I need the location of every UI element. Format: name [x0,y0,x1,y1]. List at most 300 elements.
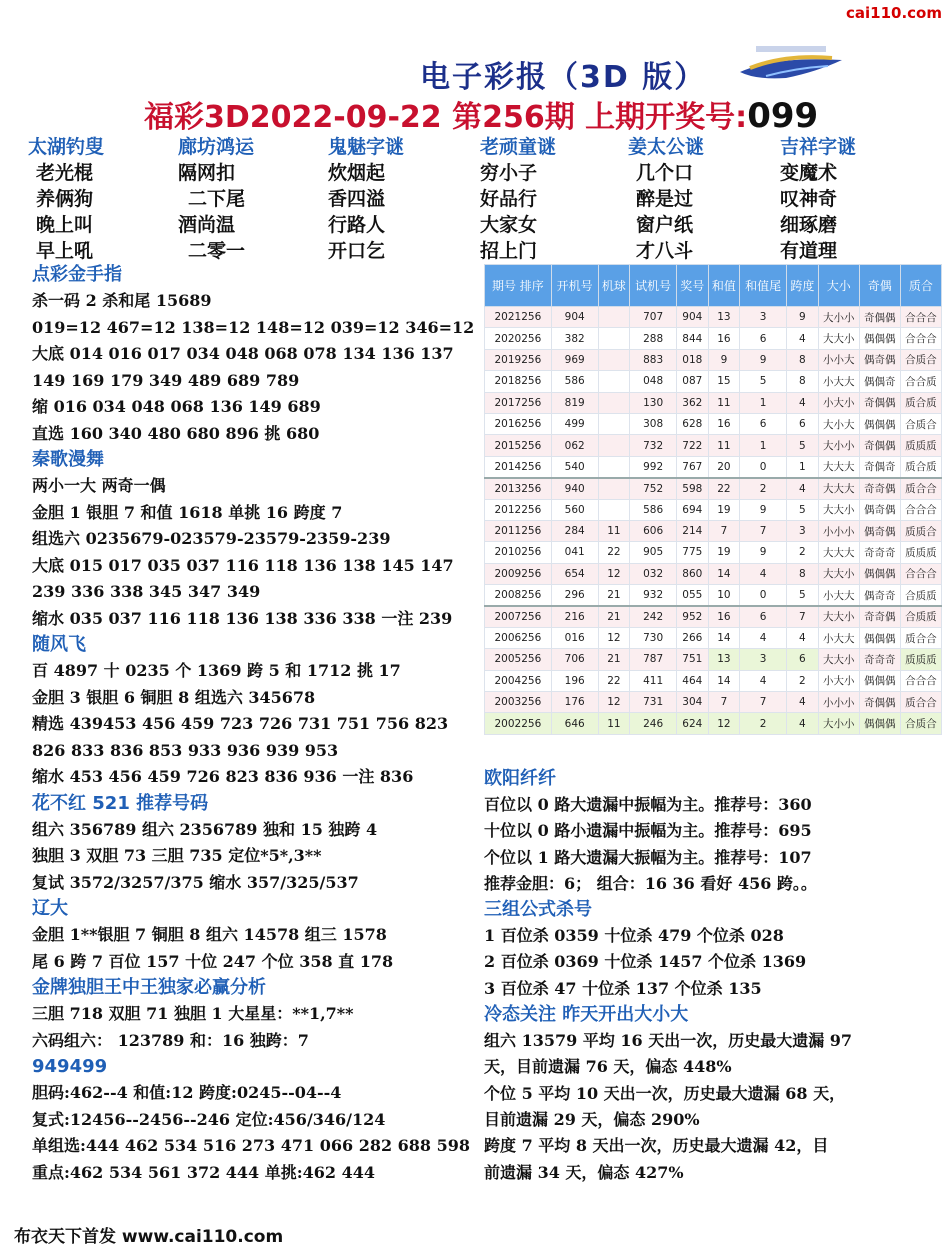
table-cell: 1 [740,392,787,413]
riddle-line: 二零一 [188,240,246,262]
riddle-column [328,132,478,262]
table-cell: 4 [740,563,787,584]
table-row [485,413,942,434]
table-cell: 308 [630,413,677,434]
table-cell: 小大大 [818,585,859,606]
table-cell: 048 [630,371,677,392]
table-cell: 小小小 [818,520,859,541]
table-cell: 20 [708,456,740,477]
footer: 布衣天下首发 www.cai110.com [14,1227,284,1247]
table-row [485,392,942,413]
sort-header[interactable]: 期号 排序 [485,265,552,307]
column-header: 和值 [708,265,740,307]
text-line: 六码组六： 123789 和：16 独跨：7 [32,1030,309,1050]
column-header: 奖号 [677,265,709,307]
riddle-line: 变魔术 [780,162,838,184]
text-line: 两小一大 两奇一偶 [32,476,166,495]
text-line: 组选六 0235679-023579-23579-2359-239 [32,529,391,548]
table-cell: 4 [787,392,819,413]
table-cell: 大小大 [818,413,859,434]
riddle-line: 隔网扣 [178,162,236,184]
table-row [485,585,942,606]
text-line: 缩 016 034 048 068 136 149 689 [32,397,321,416]
table-cell: 787 [630,649,677,670]
section-title: 点彩金手指 [32,264,122,285]
table-cell: 21 [598,585,630,606]
table-cell [598,307,630,328]
table-cell: 大大大 [818,456,859,477]
table-cell: 2016256 [485,413,552,434]
table-cell: 2 [787,542,819,563]
table-cell: 6 [740,413,787,434]
table-cell: 19 [708,499,740,520]
table-cell: 偶奇偶 [859,499,900,520]
table-cell: 奇奇奇 [859,649,900,670]
table-row [485,606,942,627]
section-title: 三组公式杀号 [484,899,592,921]
table-cell: 952 [677,606,709,627]
table-cell: 2013256 [485,478,552,499]
table-cell: 598 [677,478,709,499]
text-line: 单组选:444 462 534 516 273 471 066 282 688 598 [32,1136,471,1155]
table-cell: 奇奇偶 [859,478,900,499]
table-cell: 2021256 [485,307,552,328]
text-line: 前遗漏 34 天，偏态 427% [484,1162,684,1182]
table-cell: 奇偶奇 [859,456,900,477]
table-cell: 464 [677,670,709,691]
riddle-line: 香四溢 [328,188,386,210]
table-cell: 706 [551,649,598,670]
table-row [485,670,942,691]
text-line: 天，目前遗漏 76 天，偏态 448% [484,1057,732,1077]
table-cell [598,435,630,456]
table-cell: 合合合 [900,499,941,520]
table-cell [598,371,630,392]
table-cell: 844 [677,328,709,349]
table-cell: 小小小 [818,692,859,713]
table-row [485,692,942,713]
riddle-line: 才八斗 [636,240,694,262]
table-cell: 质质质 [900,649,941,670]
table-cell: 9 [740,349,787,370]
text-line: 019=12 467=12 138=12 148=12 039=12 346=12 [32,317,475,337]
table-cell: 合合合 [900,307,941,328]
riddle-author: 廊坊鸿运 [178,136,255,158]
riddle-column [178,132,328,262]
table-cell: 12 [598,692,630,713]
section-title: 花不红 521 推荐号码 [32,792,209,814]
table-row [485,371,942,392]
logo-boat-icon [736,42,846,86]
text-line: 组六 356789 组六 2356789 独和 15 独跨 4 [32,819,378,839]
text-line: 重点:462 534 561 372 444 单挑:462 444 [32,1162,376,1182]
table-cell: 540 [551,456,598,477]
text-line: 胆码:462--4 和值:12 跨度:0245--04--4 [32,1083,342,1102]
table-cell: 偶偶偶 [859,413,900,434]
table-cell: 731 [630,692,677,713]
text-line: 金胆 1 银胆 7 和值 1618 单挑 16 跨度 7 [32,502,343,522]
table-cell: 合质质 [900,585,941,606]
table-cell: 196 [551,670,598,691]
riddle-column [480,132,630,262]
table-cell: 032 [630,563,677,584]
table-cell: 860 [677,563,709,584]
table-cell: 7 [708,692,740,713]
riddle-line: 窗户纸 [636,214,694,236]
table-cell: 偶奇偶 [859,349,900,370]
text-line: 推荐金胆：6； 组合：16 36 看好 456 跨。。 [484,873,817,893]
table-cell: 8 [787,371,819,392]
table-cell: 3 [787,520,819,541]
table-row [485,542,942,563]
riddle-author: 吉祥字谜 [780,136,857,158]
table-cell: 606 [630,520,677,541]
table-cell: 2 [740,713,787,734]
table-cell: 大小小 [818,435,859,456]
text-line: 金胆 3 银胆 6 铜胆 8 组选六 345678 [32,687,316,707]
table-cell: 13 [708,307,740,328]
riddle-line: 酒尚温 [178,214,236,236]
table-cell: 266 [677,627,709,648]
text-line: 826 833 836 853 933 936 939 953 [32,740,339,760]
table-cell: 694 [677,499,709,520]
table-cell: 奇偶偶 [859,692,900,713]
table-cell: 质合合 [900,478,941,499]
riddle-line: 晚上叫 [36,214,94,236]
table-cell: 216 [551,606,598,627]
table-cell: 751 [677,649,709,670]
text-line: 尾 6 跨 7 百位 157 十位 247 个位 358 直 178 [32,951,394,971]
table-cell: 2 [787,670,819,691]
table-cell: 13 [708,649,740,670]
table-cell: 质合合 [900,627,941,648]
history-table-wrap [484,264,942,735]
table-cell: 小大大 [818,371,859,392]
table-cell: 偶偶偶 [859,713,900,734]
text-line: 缩水 453 456 459 726 823 836 936 一注 836 [32,767,414,786]
table-cell: 2017256 [485,392,552,413]
table-cell: 0 [740,585,787,606]
table-cell: 284 [551,520,598,541]
table-cell: 296 [551,585,598,606]
text-line: 1 百位杀 0359 十位杀 479 个位杀 028 [484,926,784,946]
table-cell: 288 [630,328,677,349]
text-line: 149 169 179 349 489 689 789 [32,370,300,390]
table-cell: 214 [677,520,709,541]
table-cell: 偶偶奇 [859,371,900,392]
table-cell: 8 [787,563,819,584]
right-column [484,766,944,1186]
table-cell: 16 [708,413,740,434]
table-cell: 411 [630,670,677,691]
table-cell: 646 [551,713,598,734]
column-header: 试机号 [630,265,677,307]
text-line: 个位以 1 路大遗漏大振幅为主。推荐号：107 [484,847,812,867]
table-cell: 707 [630,307,677,328]
table-cell: 质质质 [900,542,941,563]
table-cell: 16 [708,328,740,349]
table-cell: 1 [740,435,787,456]
table-cell: 176 [551,692,598,713]
table-cell: 732 [630,435,677,456]
table-cell: 合质合 [900,349,941,370]
section-title: 秦歌漫舞 [32,449,104,470]
table-cell: 752 [630,478,677,499]
text-line: 精选 439453 456 459 723 726 731 751 756 823 [32,714,449,733]
table-cell: 12 [598,627,630,648]
table-cell: 9 [740,499,787,520]
table-cell: 7 [708,520,740,541]
table-cell: 2003256 [485,692,552,713]
table-cell: 730 [630,627,677,648]
table-cell [598,413,630,434]
table-cell: 14 [708,563,740,584]
table-cell: 14 [708,627,740,648]
table-row [485,520,942,541]
text-line: 239 336 338 345 347 349 [32,582,261,601]
table-row [485,627,942,648]
table-cell: 大大小 [818,563,859,584]
table-cell: 2014256 [485,456,552,477]
table-cell: 22 [598,542,630,563]
table-cell: 小大小 [818,392,859,413]
section-title: 金牌独胆王中王独家必赢分析 [32,977,266,998]
table-cell: 2009256 [485,563,552,584]
table-cell: 7 [787,606,819,627]
table-cell: 11 [598,520,630,541]
table-cell: 质合质 [900,392,941,413]
text-line: 复试 3572/3257/375 缩水 357/325/537 [32,872,359,892]
table-body [485,307,942,735]
text-line: 缩水 035 037 116 118 136 138 336 338 一注 239 [32,608,453,628]
table-cell: 9 [708,349,740,370]
table-cell: 合合合 [900,328,941,349]
table-cell: 小大小 [818,670,859,691]
table-cell [598,328,630,349]
table-cell: 016 [551,627,598,648]
text-line: 大底 015 017 035 037 116 118 136 138 145 147 [32,555,454,575]
table-cell: 2010256 [485,542,552,563]
text-line: 3 百位杀 47 十位杀 137 个位杀 135 [484,978,762,998]
table-cell: 2011256 [485,520,552,541]
table-cell: 质合合 [900,692,941,713]
riddle-line: 老光棍 [36,162,94,184]
text-line: 大底 014 016 017 034 048 068 078 134 136 137 [32,344,454,363]
text-line: 杀一码 2 杀和尾 15689 [32,291,212,310]
table-cell: 055 [677,585,709,606]
table-cell: 560 [551,499,598,520]
left-column [32,262,477,1186]
table-cell: 11 [708,392,740,413]
table-cell [598,456,630,477]
headline-text: 福彩3D2022-09-22 第256期 上期开奖号: [144,100,748,135]
column-header: 跨度 [787,265,819,307]
table-cell: 大大大 [818,478,859,499]
column-header: 开机号 [551,265,598,307]
table-cell: 932 [630,585,677,606]
text-line: 2 百位杀 0369 十位杀 1457 个位杀 1369 [484,952,807,972]
riddle-line: 招上门 [480,240,538,262]
table-cell: 合合合 [900,670,941,691]
table-cell: 586 [551,371,598,392]
riddle-author: 鬼魅字谜 [328,136,405,158]
table-cell: 大大小 [818,328,859,349]
text-line: 复式:12456--2456--246 定位:456/346/124 [32,1109,386,1129]
riddle-line: 细琢磨 [780,214,838,236]
site-link[interactable]: cai110.com [846,4,942,22]
table-cell: 奇偶偶 [859,392,900,413]
riddle-line: 几个口 [636,162,694,184]
table-cell: 905 [630,542,677,563]
table-cell: 992 [630,456,677,477]
riddle-line: 炊烟起 [328,162,386,184]
column-header: 机球 [598,265,630,307]
table-cell: 819 [551,392,598,413]
table-cell: 质合质 [900,456,941,477]
table-row [485,649,942,670]
table-cell: 3 [740,649,787,670]
table-cell [598,392,630,413]
table-cell: 775 [677,542,709,563]
table-cell [598,478,630,499]
table-cell: 2008256 [485,585,552,606]
table-cell: 969 [551,349,598,370]
riddle-line: 开口乞 [328,240,386,262]
column-header: 奇偶 [859,265,900,307]
table-cell: 偶偶偶 [859,670,900,691]
table-cell: 8 [787,349,819,370]
section-title: 欧阳纤纤 [484,768,556,789]
table-row [485,563,942,584]
table-header-row [485,265,942,307]
text-line: 目前遗漏 29 天，偏态 290% [484,1109,700,1129]
table-cell: 大大小 [818,606,859,627]
table-cell: 7 [740,692,787,713]
table-cell: 2020256 [485,328,552,349]
table-cell: 940 [551,478,598,499]
table-cell [598,349,630,370]
table-cell: 质质合 [900,520,941,541]
table-cell: 4 [787,328,819,349]
table-cell: 大小小 [818,307,859,328]
table-cell: 7 [740,520,787,541]
table-cell: 22 [598,670,630,691]
table-cell: 19 [708,542,740,563]
riddle-line: 有道理 [780,240,838,262]
table-cell: 10 [708,585,740,606]
table-cell: 6 [740,328,787,349]
table-cell: 087 [677,371,709,392]
riddle-line: 大家女 [480,214,538,236]
table-cell: 5 [740,371,787,392]
text-line: 十位以 0 路小遗漏中振幅为主。推荐号：695 [484,821,812,841]
table-cell: 0 [740,456,787,477]
riddle-line: 早上吼 [36,240,94,262]
riddle-line: 叹神奇 [780,188,838,210]
table-cell: 大大小 [818,649,859,670]
table-cell: 722 [677,435,709,456]
table-cell: 246 [630,713,677,734]
page-title: 电子彩报（3D 版） [420,60,707,95]
table-cell: 018 [677,349,709,370]
table-cell: 130 [630,392,677,413]
table-cell: 奇偶偶 [859,435,900,456]
table-cell: 4 [740,670,787,691]
table-cell: 合质质 [900,606,941,627]
table-cell: 大大小 [818,499,859,520]
riddle-author: 老顽童谜 [480,136,557,158]
table-row [485,328,942,349]
riddle-line: 好品行 [480,188,538,210]
table-cell: 4 [787,478,819,499]
table-cell: 2012256 [485,499,552,520]
riddle-author: 太湖钓叟 [28,136,105,158]
table-cell: 586 [630,499,677,520]
table-cell: 041 [551,542,598,563]
headline [144,92,818,136]
table-row [485,478,942,499]
section-title: 949499 [32,1056,108,1077]
table-cell: 偶奇偶 [859,520,900,541]
table-cell: 大小小 [818,713,859,734]
table-cell: 062 [551,435,598,456]
last-draw-number: 099 [747,96,819,136]
riddle-column [780,132,930,262]
table-cell: 4 [787,627,819,648]
table-cell: 242 [630,606,677,627]
section-title: 随风飞 [32,634,86,655]
text-line: 三胆 718 双胆 71 独胆 1 大星星：**1,7** [32,1004,354,1023]
table-cell: 15 [708,371,740,392]
section-title: 冷态关注 昨天开出大小大 [484,1004,689,1026]
table-cell: 2006256 [485,627,552,648]
table-cell: 2019256 [485,349,552,370]
table-cell: 合合质 [900,371,941,392]
text-line: 直选 160 340 480 680 896 挑 680 [32,423,320,443]
table-cell: 6 [787,649,819,670]
table-cell: 小大大 [818,627,859,648]
table-cell [598,499,630,520]
table-row [485,713,942,734]
riddle-column [28,132,178,262]
table-row [485,349,942,370]
table-cell: 12 [708,713,740,734]
table-cell: 4 [787,713,819,734]
table-cell: 2015256 [485,435,552,456]
riddle-line: 穷小子 [480,162,538,184]
table-cell: 628 [677,413,709,434]
table-cell: 合质合 [900,713,941,734]
table-cell: 合质合 [900,413,941,434]
table-cell: 奇偶偶 [859,307,900,328]
table-cell: 499 [551,413,598,434]
table-cell: 5 [787,499,819,520]
column-header: 和值尾 [740,265,787,307]
table-cell: 14 [708,670,740,691]
table-cell: 4 [740,627,787,648]
table-cell: 1 [787,456,819,477]
table-cell: 2018256 [485,371,552,392]
table-cell: 22 [708,478,740,499]
table-cell: 3 [740,307,787,328]
table-cell: 合合合 [900,563,941,584]
table-cell: 767 [677,456,709,477]
table-row [485,435,942,456]
history-table [484,264,942,735]
table-cell: 2004256 [485,670,552,691]
column-header: 大小 [818,265,859,307]
text-line: 跨度 7 平均 8 天出一次，历史最大遗漏 42，目 [484,1136,829,1156]
